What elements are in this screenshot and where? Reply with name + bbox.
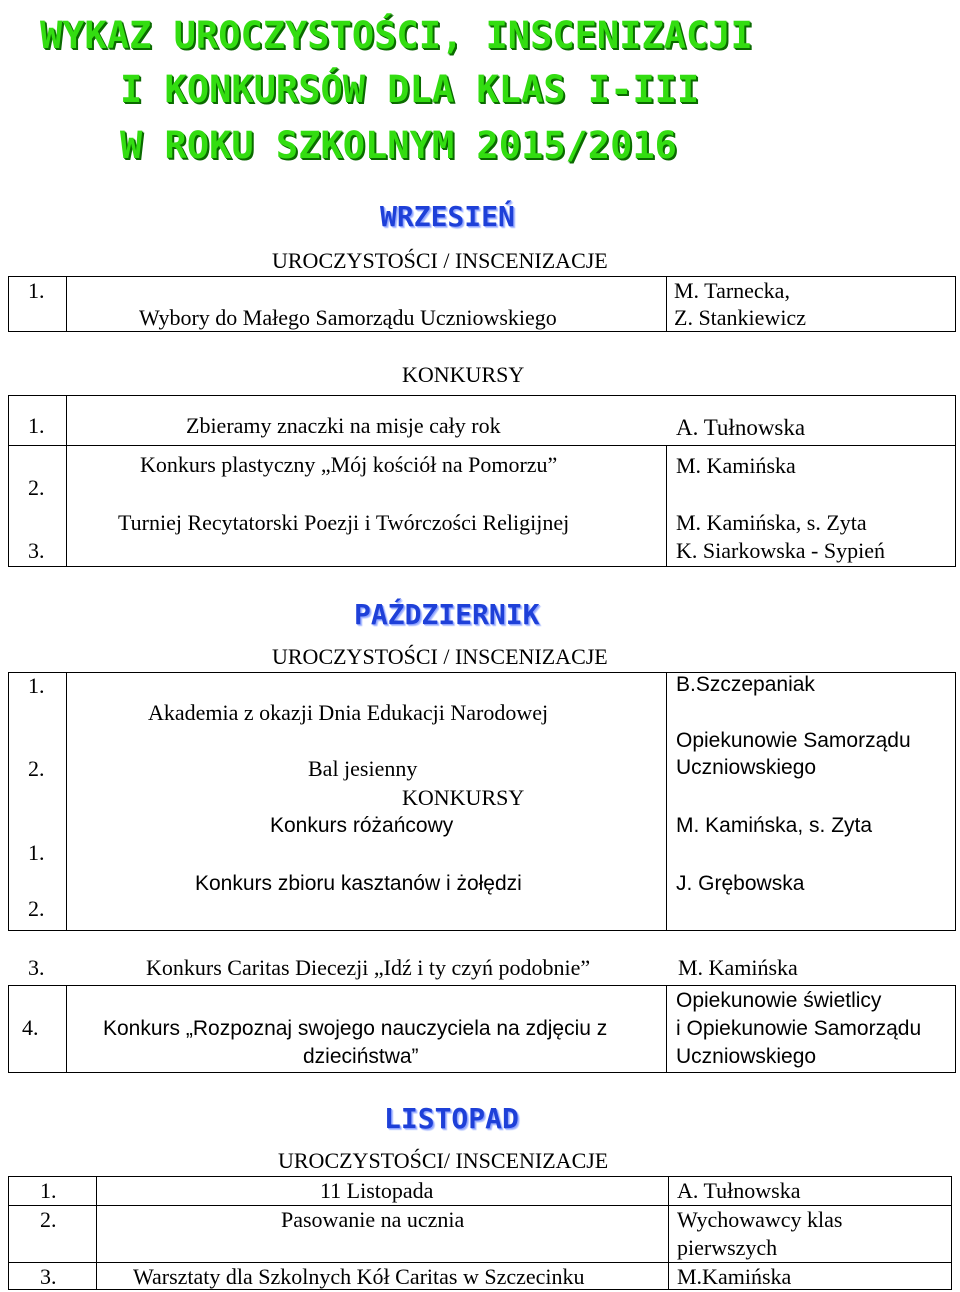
- table-cell-person: M. Kamińska: [676, 453, 796, 478]
- table-cell-num: 1.: [40, 1178, 57, 1203]
- table-cell-person: A. Tułnowska: [677, 1178, 801, 1203]
- month-heading-pazdziernik: PAŹDZIERNIK: [354, 598, 540, 631]
- table-cell-person: A. Tułnowska: [676, 415, 806, 440]
- table-cell-person: Uczniowskiego: [676, 1045, 817, 1068]
- table-cell-person: K. Siarkowska - Sypień: [676, 538, 885, 563]
- table-cell-event: dzieciństwa”: [303, 1045, 419, 1068]
- table-cell-person: B.Szczepaniak: [676, 673, 815, 696]
- table-cell-person: M. Kamińska, s. Zyta: [676, 510, 867, 535]
- table-cell-num: 2.: [28, 475, 45, 500]
- table-cell-event: Akademia z okazji Dnia Edukacji Narodowej: [148, 700, 549, 725]
- table-cell-person: Opiekunowie Samorządu: [676, 729, 911, 752]
- table-cell-num: 1.: [28, 840, 45, 865]
- table-cell-event: Konkurs różańcowy: [270, 814, 454, 837]
- table-cell-num: 3.: [40, 1264, 57, 1289]
- section-heading-konkursy: KONKURSY: [402, 362, 525, 387]
- section-heading-uroczystosci: UROCZYSTOŚCI / INSCENIZACJE: [272, 248, 608, 273]
- title-line-1: WYKAZ UROCZYSTOŚCI, INSCENIZACJI: [40, 14, 753, 57]
- table-cell-person: M. Tarnecka,: [674, 278, 790, 303]
- table-cell-event: Bal jesienny: [308, 756, 418, 781]
- section-heading-uroczystosci: UROCZYSTOŚCI / INSCENIZACJE: [272, 644, 608, 669]
- table-cell-person: M.Kamińska: [677, 1264, 792, 1289]
- table-cell-num: 3.: [28, 538, 45, 563]
- table-cell-num: 1.: [28, 278, 45, 303]
- table-cell-event: Konkurs zbioru kasztanów i żołędzi: [195, 872, 522, 895]
- title-line-3: W ROKU SZKOLNYM 2015/2016: [120, 124, 677, 167]
- table-cell-event: Konkurs „Rozpoznaj swojego nauczyciela na zdjęciu z: [103, 1017, 608, 1040]
- table-cell-num: 1.: [28, 413, 45, 438]
- table-cell-num: 2.: [28, 756, 45, 781]
- table-cell-person: M. Kamińska, s. Zyta: [676, 814, 873, 837]
- table-cell-event: Warsztaty dla Szkolnych Kół Caritas w Szczecinku: [133, 1264, 585, 1289]
- table-cell-event: Konkurs plastyczny „Mój kościół na Pomorzu”: [140, 452, 558, 477]
- table-cell-num: 1.: [28, 673, 45, 698]
- section-heading-konkursy: KONKURSY: [402, 785, 525, 810]
- table-cell-event: Zbieramy znaczki na misje cały rok: [186, 413, 501, 438]
- table-cell-person: Opiekunowie świetlicy: [676, 989, 882, 1012]
- table-cell-person: M. Kamińska: [678, 955, 798, 980]
- table-cell-person: Uczniowskiego: [676, 756, 817, 779]
- title-line-2: I KONKURSÓW DLA KLAS I-III: [120, 68, 700, 111]
- table-cell-event: Pasowanie na ucznia: [281, 1207, 465, 1232]
- table-cell-event: Turniej Recytatorski Poezji i Twórczości Religijnej: [118, 510, 570, 535]
- table-cell-num: 2.: [40, 1207, 57, 1232]
- month-heading-listopad: LISTOPAD: [384, 1102, 519, 1135]
- table-cell-person: pierwszych: [677, 1235, 778, 1260]
- table-cell-num: 2.: [28, 896, 45, 921]
- table-cell-person: J. Grębowska: [676, 872, 805, 895]
- table-cell-event: Konkurs Caritas Diecezji „Idź i ty czyń podobnie”: [146, 955, 591, 980]
- table-cell-person: Z. Stankiewicz: [674, 305, 806, 330]
- section-heading-uroczystosci: UROCZYSTOŚCI/ INSCENIZACJE: [278, 1148, 609, 1173]
- table-cell-num: 3.: [28, 955, 45, 980]
- table-cell-person: i Opiekunowie Samorządu: [676, 1017, 922, 1040]
- table-cell-event: 11 Listopada: [320, 1178, 434, 1203]
- table-cell-event: Wybory do Małego Samorządu Uczniowskiego: [139, 305, 557, 330]
- table-cell-num: 4.: [22, 1015, 39, 1040]
- month-heading-wrzesien: WRZESIEŃ: [380, 200, 515, 233]
- table-cell-person: Wychowawcy klas: [677, 1207, 843, 1232]
